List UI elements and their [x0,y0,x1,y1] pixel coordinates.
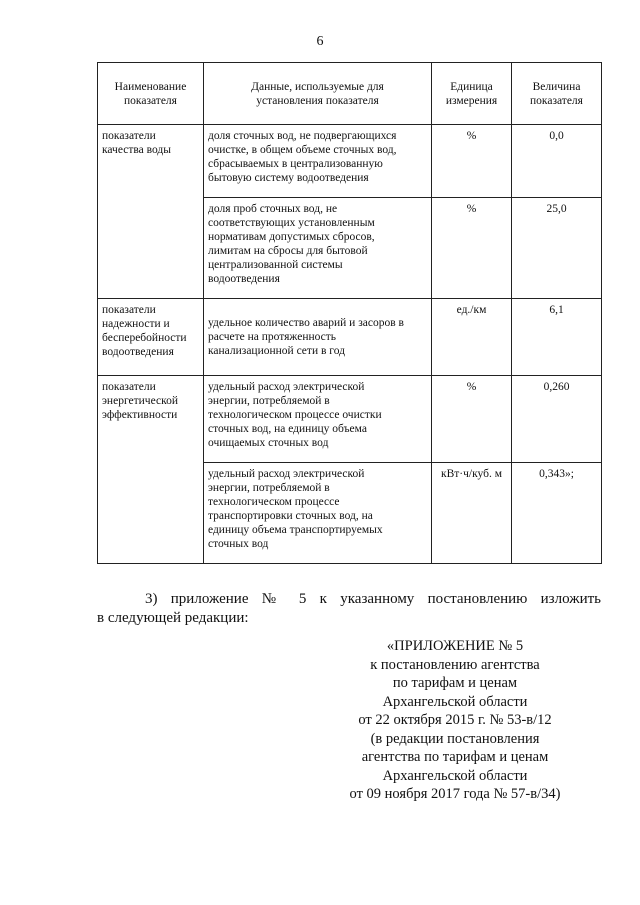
paragraph-line-2: в следующей редакции: [97,610,249,626]
header-unit: Единица измерения [432,63,512,125]
unit-cell: % [432,376,512,463]
paragraph-line-1: 3) приложение № 5 к указанному постановлению изложить [145,591,601,607]
header-value: Величина показателя [512,63,602,125]
value-cell: 25,0 [512,198,602,299]
indicators-table [97,62,602,564]
appendix-heading-block [330,637,580,804]
header-indicator-name: Наименование показателя [98,63,204,125]
unit-cell: % [432,125,512,198]
value-cell: 0,0 [512,125,602,198]
header-data-used: Данные, используемые для установления показателя [204,63,432,125]
amendment-paragraph [97,590,601,628]
data-cell: доля проб сточных вод, не соответствующих установленным нормативам допустимых сбросов, лимитам на сбросы для бытовой централизованной системы водоотведения [204,198,432,299]
group-name-reliability: показатели надежности и бесперебойности водоотведения [98,299,204,376]
group-name-water-quality: показатели качества воды [98,125,204,299]
data-cell: удельный расход электрической энергии, потребляемой в технологическом процессе очистки сточных вод, на единицу объема очищаемых сточных вод [204,376,432,463]
table-row [98,125,602,198]
appendix-line: Архангельской области [382,767,528,784]
appendix-line: от 22 октября 2015 г. № 53-в/12 [358,712,552,728]
appendix-line: от 09 ноября 2017 года № 57-в/34) [349,786,561,802]
data-cell: удельное количество аварий и засоров в расчете на протяженность канализационной сети в год [204,299,432,376]
group-name-energy-efficiency: показатели энергетической эффективности [98,376,204,564]
unit-cell: кВт·ч/куб. м [432,463,512,564]
table-row [98,299,602,376]
data-cell: удельный расход электрической энергии, потребляемой в технологическом процессе транспортировки сточных вод, на единицу объема транспортируемых сточных вод [204,463,432,564]
unit-cell: % [432,198,512,299]
appendix-line: к постановлению агентства [370,656,540,673]
appendix-line: по тарифам и ценам [392,675,518,691]
table-row [98,376,602,463]
page-number: 6 [316,34,324,49]
appendix-line: (в редакции постановления [370,730,540,747]
value-cell: 0,260 [512,376,602,463]
appendix-line: Архангельской области [382,693,528,710]
value-cell: 0,343»; [512,463,602,564]
appendix-line: агентства по тарифам и ценам [361,749,549,765]
appendix-line: «ПРИЛОЖЕНИЕ № 5 [386,638,524,654]
table-header-row [98,63,602,125]
unit-cell: ед./км [432,299,512,376]
value-cell: 6,1 [512,299,602,376]
data-cell: доля сточных вод, не подвергающихся очистке, в общем объеме сточных вод, сбрасываемых в централизованную бытовую систему водоотведения [204,125,432,198]
